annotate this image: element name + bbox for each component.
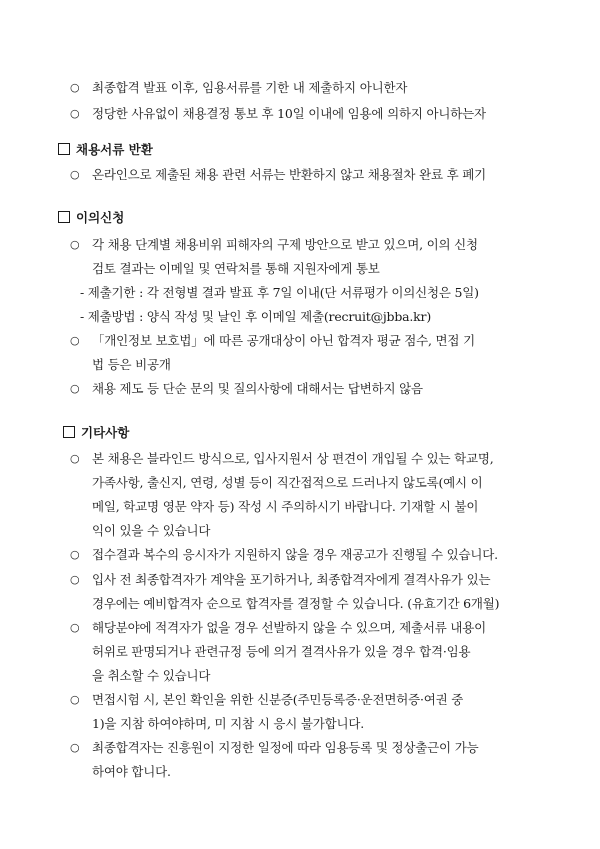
bullet-icon: ○	[70, 741, 80, 754]
bullet-icon: ○	[70, 621, 80, 634]
section-title: 기타사항	[81, 425, 130, 440]
section-heading-return	[58, 142, 153, 158]
section-title: 채용서류 반환	[76, 142, 153, 157]
other-item-3-line-2: 경우에는 예비합격자 순으로 합격자를 결정할 수 있습니다. (유효기간 6개월)	[92, 596, 500, 611]
bullet-icon: ○	[70, 168, 80, 181]
section-title: 이의신청	[76, 210, 125, 225]
other-item-4-line-3: 을 취소할 수 있습니다	[92, 668, 211, 683]
objection-item-1-line-1: 각 채용 단계별 채용비위 피해자의 구제 방안으로 받고 있으며, 이의 신청	[92, 237, 478, 252]
checkbox-square-icon	[58, 211, 70, 223]
other-item-6-line-2: 하여야 합니다.	[92, 764, 171, 779]
section-heading-other	[63, 425, 129, 441]
bullet-icon: ○	[70, 382, 80, 395]
other-item-4-line-2: 허위로 판명되거나 관련규정 등에 의거 결격사유가 있을 경우 합격·임용	[92, 644, 471, 659]
other-item-1-line-3: 메일, 학교명 영문 약자 등) 작성 시 주의하시기 바랍니다. 기재할 시 불이	[92, 499, 479, 514]
other-item-2-line-1: 접수결과 복수의 응시자가 지원하지 않을 경우 재공고가 진행될 수 있습니다.	[92, 547, 498, 562]
other-item-4-line-1: 해당분야에 적격자가 없을 경우 선발하지 않을 수 있으며, 제출서류 내용이	[92, 620, 486, 635]
other-item-1-line-4: 익이 있을 수 있습니다	[92, 523, 211, 538]
objection-item-2-line-1: 「개인정보 보호법」에 따른 공개대상이 아닌 합격자 평균 점수, 면접 기	[92, 333, 475, 348]
objection-sub-deadline: - 제출기한 : 각 전형별 결과 발표 후 7일 이내(단 서류평가 이의신청은 5일)	[80, 285, 479, 300]
bullet-icon: ○	[70, 548, 80, 561]
checkbox-square-icon	[58, 143, 70, 155]
objection-item-1-line-2: 검토 결과는 이메일 및 연락처를 통해 지원자에게 통보	[92, 261, 380, 276]
objection-sub-method: - 제출방법 : 양식 작성 및 날인 후 이메일 제출(recruit@jbba.kr)	[80, 309, 431, 324]
objection-item-3-line-1: 채용 제도 등 단순 문의 및 질의사항에 대해서는 답변하지 않음	[92, 381, 423, 396]
bullet-icon: ○	[70, 452, 80, 465]
other-item-1-line-1: 본 채용은 블라인드 방식으로, 입사지원서 상 편견이 개입될 수 있는 학교명,	[92, 451, 494, 466]
bullet-icon: ○	[70, 238, 80, 251]
other-item-5-line-1: 면접시험 시, 본인 확인을 위한 신분증(주민등록증·운전면허증·여권 중	[92, 692, 464, 707]
bullet-icon: ○	[70, 107, 80, 120]
other-item-6-line-1: 최종합격자는 진흥원이 지정한 일정에 따라 임용등록 및 정상출근이 가능	[92, 740, 479, 755]
bullet-icon: ○	[70, 334, 80, 347]
checkbox-square-icon	[63, 426, 75, 438]
top-item-2-line-1: 정당한 사유없이 채용결정 통보 후 10일 이내에 임용에 의하지 아니하는자	[92, 106, 486, 121]
objection-item-2-line-2: 법 등은 비공개	[92, 357, 171, 372]
section-heading-objection	[58, 210, 124, 226]
return-item-1-line-1: 온라인으로 제출된 채용 관련 서류는 반환하지 않고 채용절차 완료 후 폐기	[92, 167, 486, 182]
other-item-1-line-2: 가족사항, 출신지, 연령, 성별 등이 직간접적으로 드러나지 않도록(예시 이	[92, 475, 483, 490]
other-item-3-line-1: 입사 전 최종합격자가 계약을 포기하거나, 최종합격자에게 결격사유가 있는	[92, 572, 491, 587]
bullet-icon: ○	[70, 81, 80, 94]
bullet-icon: ○	[70, 573, 80, 586]
bullet-icon: ○	[70, 693, 80, 706]
top-item-1-line-1: 최종합격 발표 이후, 임용서류를 기한 내 제출하지 아니한자	[92, 80, 408, 95]
other-item-5-line-2: 1)을 지참 하여야하며, 미 지참 시 응시 불가합니다.	[92, 716, 365, 731]
